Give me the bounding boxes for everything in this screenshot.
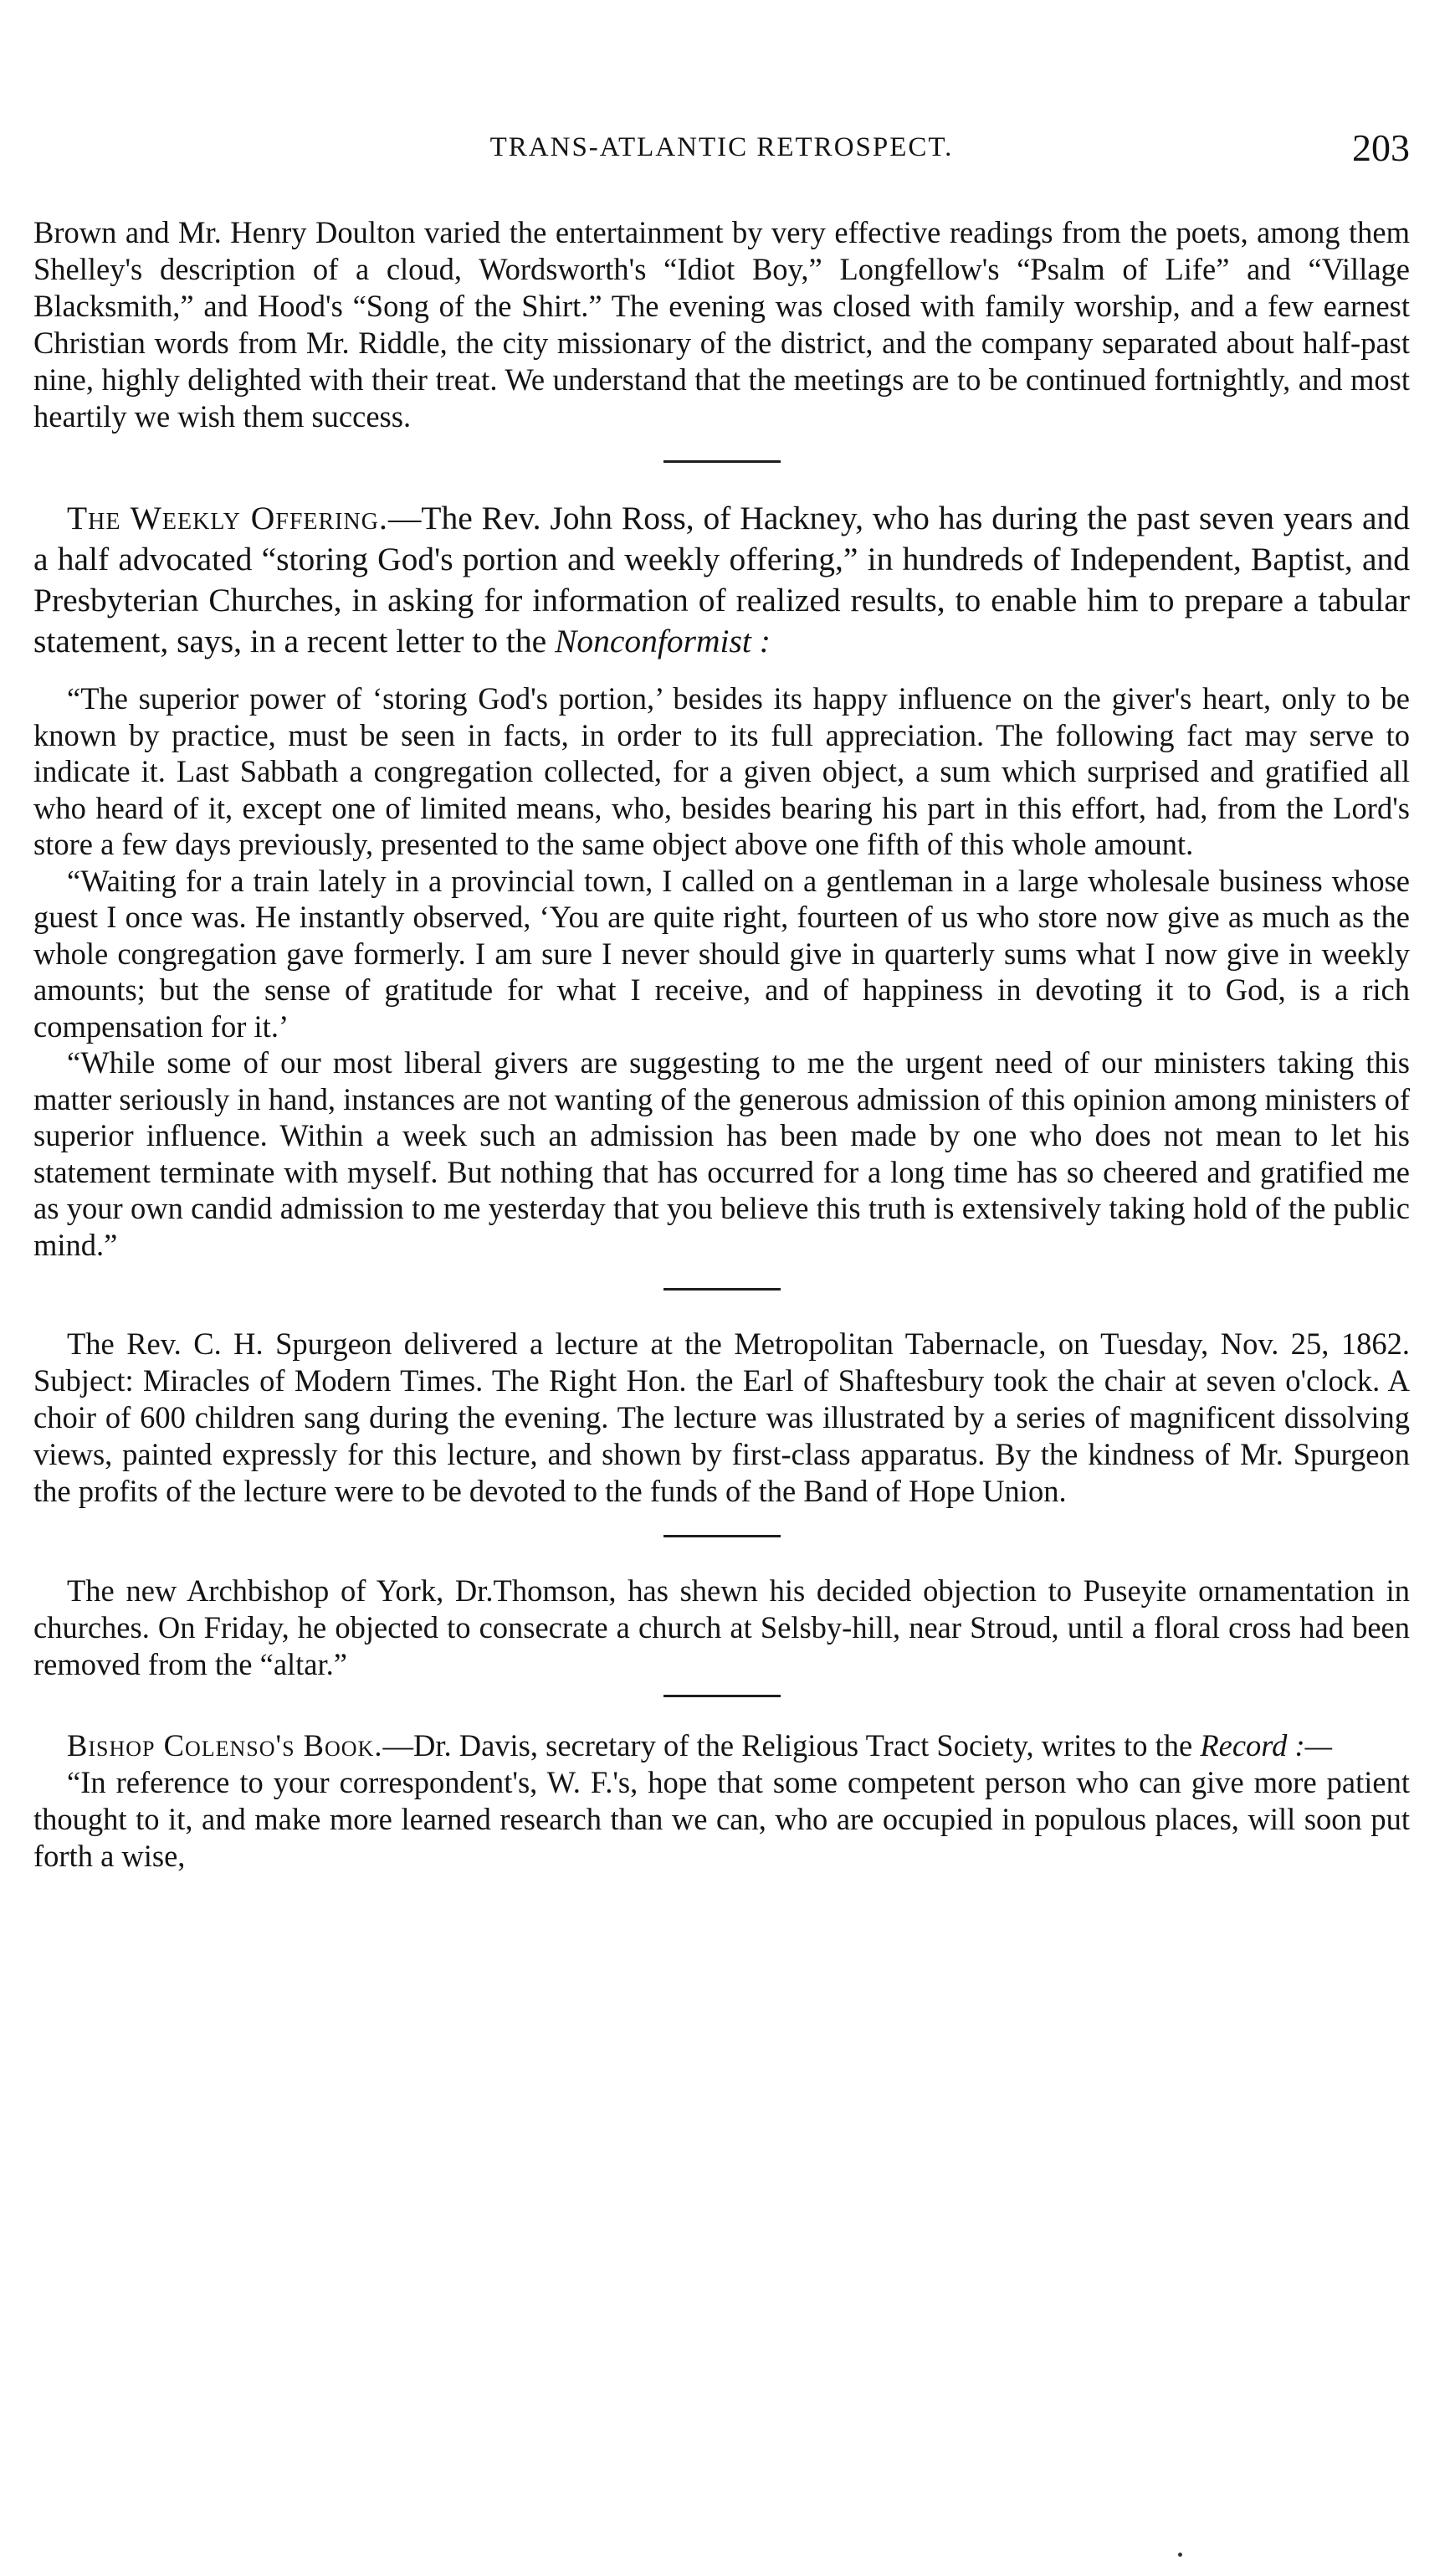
colenso-text: —Dr. Davis, secretary of the Religious Tract Society, writes to the xyxy=(382,1728,1201,1763)
colenso-quote: “In reference to your correspondent's, W. F.'s, hope that some competent person who can give more patient thought to it, and make more learned research than we can, who are occupied in populous places, will soon put forth a wise, xyxy=(33,1765,1410,1873)
section-divider xyxy=(663,1695,781,1697)
ink-dot xyxy=(1178,2553,1182,2557)
continued-paragraph: Brown and Mr. Henry Doulton varied the entertainment by very effective readings from the poets, among them Shelley's description of a cloud, Wordsworth's “Idiot Boy,” Longfellow's “Psalm of Life” and “Village Blacksmith,” and Hood's “Song of the Shirt.” The evening was closed with family worship, and a few earnest Christian words from Mr. Riddle, the city missionary of the district, and the company separated about half-past nine, highly delighted with their treat. We understand that the meetings are to be continued fortnightly, and most heartily we wish them success. xyxy=(33,215,1410,434)
page-number: 203 xyxy=(1352,126,1410,169)
weekly-offering-intro xyxy=(33,498,1410,662)
section-divider xyxy=(663,1288,781,1291)
section-divider xyxy=(663,1535,781,1537)
running-head: TRANS-ATLANTIC RETROSPECT. xyxy=(489,132,954,162)
weekly-offering-text: —The Rev. John Ross, of Hackney, who has during the past seven years and a half advocated “storing God's portion and weekly offering,” in hundreds of Independent, Baptist, and Presbyterian Churches, in asking for information of realized results, to enable him to prepare a tabular statement, says, in a recent letter to the xyxy=(33,500,1410,659)
section-divider xyxy=(663,460,781,463)
spacer xyxy=(33,662,1410,680)
weekly-offering-quote-3: “While some of our most liberal givers are suggesting to me the urgent need of our ministers taking this matter seriously in hand, instances are not wanting of the generous admission of this opinion among ministers of superior influence. Within a week such an admission has been made by one who does not mean to let his statement terminate with myself. But nothing that has occurred for a long time has so cheered and gratified me as your own candid admission to me yesterday that you believe this truth is extensively taking hold of the public mind.” xyxy=(33,1045,1410,1262)
weekly-offering-quote-2: “Waiting for a train lately in a provincial town, I called on a gentleman in a large wholesale business whose guest I once was. He instantly observed, ‘You are quite right, fourteen of us who store now give as much as the whole congregation gave formerly. I am sure I never should give in quarterly sums what I now give in weekly amounts; but the sense of gratitude for what I receive, and of happiness in devoting it to God, is a rich compensation for it.’ xyxy=(33,863,1410,1044)
weekly-offering-quote-1: “The superior power of ‘storing God's portion,’ besides its happy influence on the giver's heart, only to be known by practice, must be seen in facts, in order to its full appreciation. The following fact may serve to indicate it. Last Sabbath a congregation collected, for a given object, a sum which surprised and gratified all who heard of it, except one of limited means, who, besides bearing his part in this effort, had, from the Lord's store a few days previously, presented to the same object above one fifth of this whole amount. xyxy=(33,681,1410,861)
weekly-offering-source: Nonconformist : xyxy=(555,623,771,659)
colenso-source: Record :— xyxy=(1200,1728,1333,1763)
colenso-heading: Bishop Colenso's Book. xyxy=(67,1728,383,1763)
page-header xyxy=(33,126,1410,184)
colenso-intro xyxy=(33,1727,1410,1764)
archbishop-paragraph: The new Archbishop of York, Dr.Thomson, has shewn his decided objection to Puseyite ornamentation in churches. On Friday, he objected to consecrate a church at Selsby-hill, near Stroud, until a floral cross had been removed from the “altar.” xyxy=(33,1573,1410,1681)
weekly-offering-heading: The Weekly Offering. xyxy=(67,500,388,536)
spurgeon-paragraph: The Rev. C. H. Spurgeon delivered a lecture at the Metropolitan Tabernacle, on Tuesday, Nov. 25, 1862. Subject: Miracles of Modern Times. The Right Hon. the Earl of Shaftesbury took the chair at seven o'clock. A choir of 600 children sang during the evening. The lecture was illustrated by a series of magnificent dissolving views, painted expressly for this lecture, and shown by first-class apparatus. By the kindness of Mr. Spurgeon the profits of the lecture were to be devoted to the funds of the Band of Hope Union. xyxy=(33,1326,1410,1508)
